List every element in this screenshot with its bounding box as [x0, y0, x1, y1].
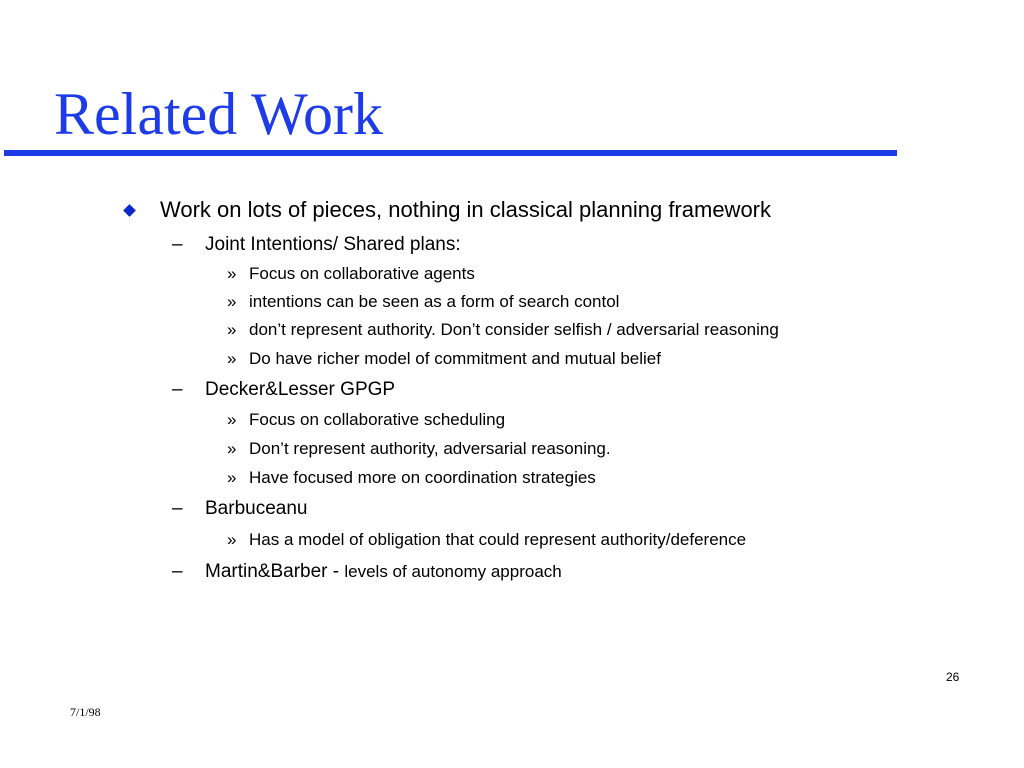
- sub-bullet-item: intentions can be seen as a form of search contol: [249, 292, 620, 311]
- sub-marker: »: [227, 410, 237, 429]
- sub-marker: »: [227, 320, 237, 339]
- footer-date: 7/1/98: [70, 705, 101, 719]
- sub-bullet-item: Focus on collaborative agents: [249, 264, 475, 283]
- sub-marker: »: [227, 530, 237, 549]
- slide-title: Related Work: [54, 81, 383, 147]
- sub-bullet-item: don’t represent authority. Don’t consider selfish / adversarial reasoning: [249, 320, 779, 339]
- dash-marker: –: [172, 234, 183, 255]
- sub-bullet-item: Have focused more on coordination strategies: [249, 468, 596, 487]
- diamond-bullet-icon: [123, 204, 136, 217]
- group-label-joint-intentions: Joint Intentions/ Shared plans:: [205, 234, 461, 255]
- group-label-decker-lesser: Decker&Lesser GPGP: [205, 379, 396, 400]
- sub-marker: »: [227, 264, 237, 283]
- group-label-martin-barber-tail: levels of autonomy approach: [344, 562, 562, 581]
- sub-marker: »: [227, 292, 237, 311]
- main-bullet-text: Work on lots of pieces, nothing in classical planning framework: [160, 197, 772, 222]
- dash-marker: –: [172, 379, 183, 400]
- sub-bullet-item: Do have richer model of commitment and mutual belief: [249, 349, 661, 368]
- dash-marker: –: [172, 561, 183, 582]
- dash-marker: –: [172, 498, 183, 519]
- sub-bullet-item: Don’t represent authority, adversarial reasoning.: [249, 439, 611, 458]
- sub-marker: »: [227, 468, 237, 487]
- group-label-martin-barber-name: Martin&Barber -: [205, 561, 345, 582]
- sub-marker: »: [227, 349, 237, 368]
- group-label-barbuceanu: Barbuceanu: [205, 498, 308, 519]
- sub-bullet-item: Focus on collaborative scheduling: [249, 410, 506, 429]
- page-number: 26: [946, 670, 960, 684]
- group-label-martin-barber: [205, 561, 562, 583]
- sub-marker: »: [227, 439, 237, 458]
- sub-bullet-item: Has a model of obligation that could represent authority/deference: [249, 530, 747, 549]
